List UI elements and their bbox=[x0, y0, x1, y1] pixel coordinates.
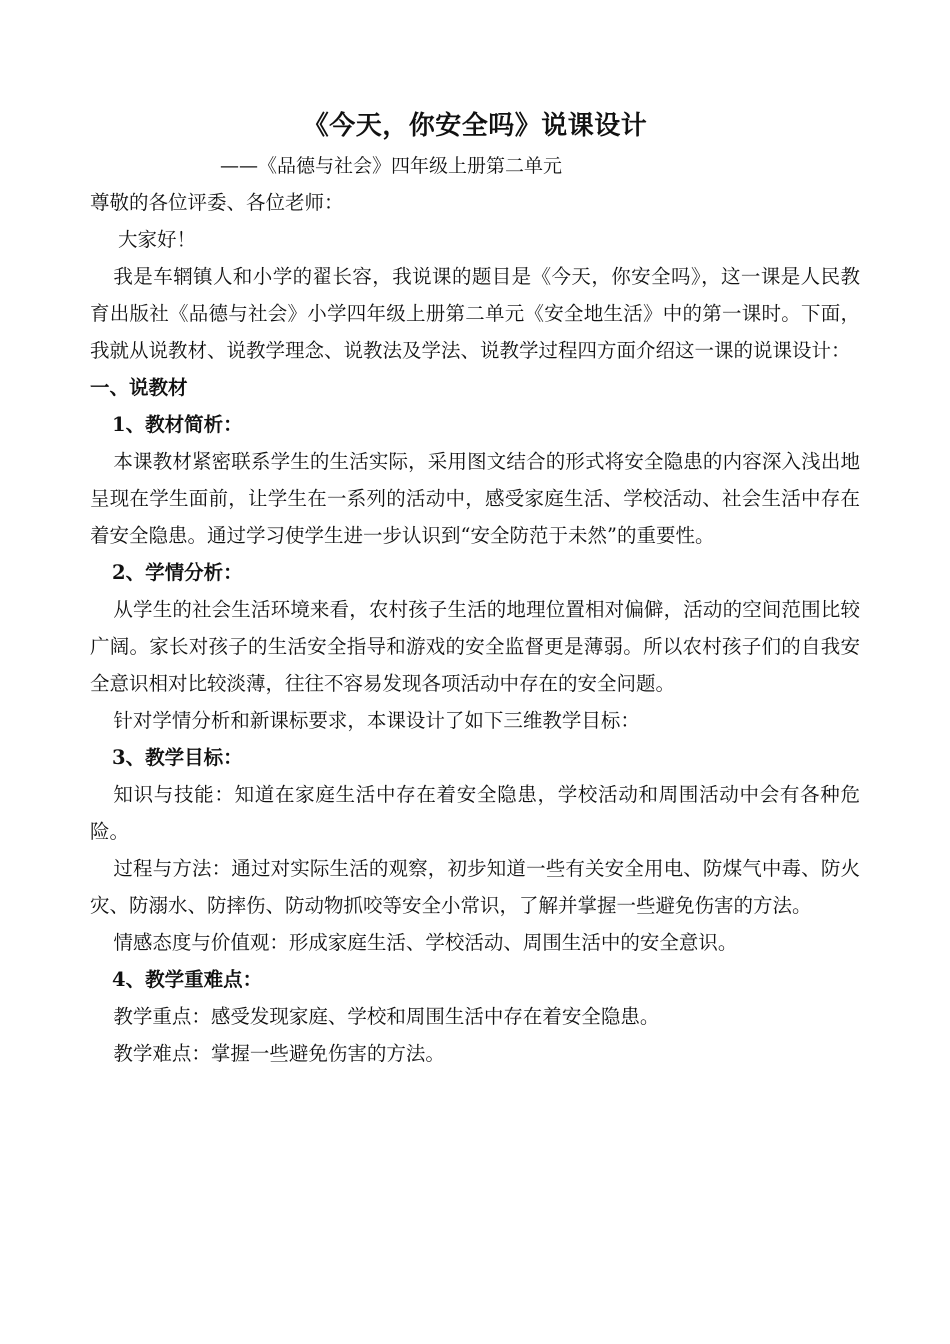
paragraph-goal-emotion: 情感态度与价值观：形成家庭生活、学校活动、周围生活中的安全意识。 bbox=[113, 931, 738, 954]
paragraph-goal-process: 过程与方法：通过对实际生活的观察，初步知道一些有关安全用电、防煤气中毒、防火灾、防溺水、防摔伤、防动物抓咬等安全小常识，了解并掌握一些避免伤害的方法。 bbox=[90, 857, 860, 917]
subheading-textbook-analysis: 1、教材简析： bbox=[112, 413, 243, 436]
subheading-student-analysis: 2、学情分析： bbox=[112, 561, 243, 584]
document-subtitle: ——《品德与社会》四年级上册第二单元 bbox=[220, 155, 563, 177]
paragraph-goal-intro: 针对学情分析和新课标要求，本课设计了如下三维教学目标： bbox=[113, 709, 640, 732]
subheading-teaching-goals: 3、教学目标： bbox=[112, 746, 243, 769]
paragraph-difficult-point: 教学难点：掌握一些避免伤害的方法。 bbox=[113, 1042, 445, 1065]
hello: 大家好！ bbox=[118, 228, 197, 251]
document-title: 《今天，你安全吗》说课设计 bbox=[302, 111, 648, 141]
paragraph-textbook-analysis: 本课教材紧密联系学生的生活实际，采用图文结合的形式将安全隐患的内容深入浅出地呈现在学生面前，让学生在一系列的活动中，感受家庭生活、学校活动、社会生活中存在着安全隐患。通过学习使学生进一步认识到“安全防范于未然”的重要性。 bbox=[90, 450, 860, 547]
greeting: 尊敬的各位评委、各位老师： bbox=[90, 191, 344, 214]
paragraph-goal-knowledge: 知识与技能：知道在家庭生活中存在着安全隐患，学校活动和周围活动中会有各种危险。 bbox=[90, 783, 860, 843]
intro-paragraph: 我是车辋镇人和小学的翟长容，我说课的题目是《今天，你安全吗》，这一课是人民教育出版社《品德与社会》小学四年级上册第二单元《安全地生活》中的第一课时。下面，我就从说教材、说教学理念、说教法及学法、说教学过程四方面介绍这一课的说课设计： bbox=[90, 265, 860, 362]
paragraph-key-point: 教学重点：感受发现家庭、学校和周围生活中存在着安全隐患。 bbox=[113, 1005, 660, 1028]
subheading-key-points: 4、教学重难点： bbox=[112, 968, 263, 991]
document-body bbox=[90, 104, 860, 1072]
section-heading-textbook: 一、说教材 bbox=[90, 376, 188, 399]
paragraph-student-analysis: 从学生的社会生活环境来看，农村孩子生活的地理位置相对偏僻，活动的空间范围比较广阔。家长对孩子的生活安全指导和游戏的安全监督更是薄弱。所以农村孩子们的自我安全意识相对比较淡薄，往往不容易发现各项活动中存在的安全问题。 bbox=[90, 598, 860, 695]
